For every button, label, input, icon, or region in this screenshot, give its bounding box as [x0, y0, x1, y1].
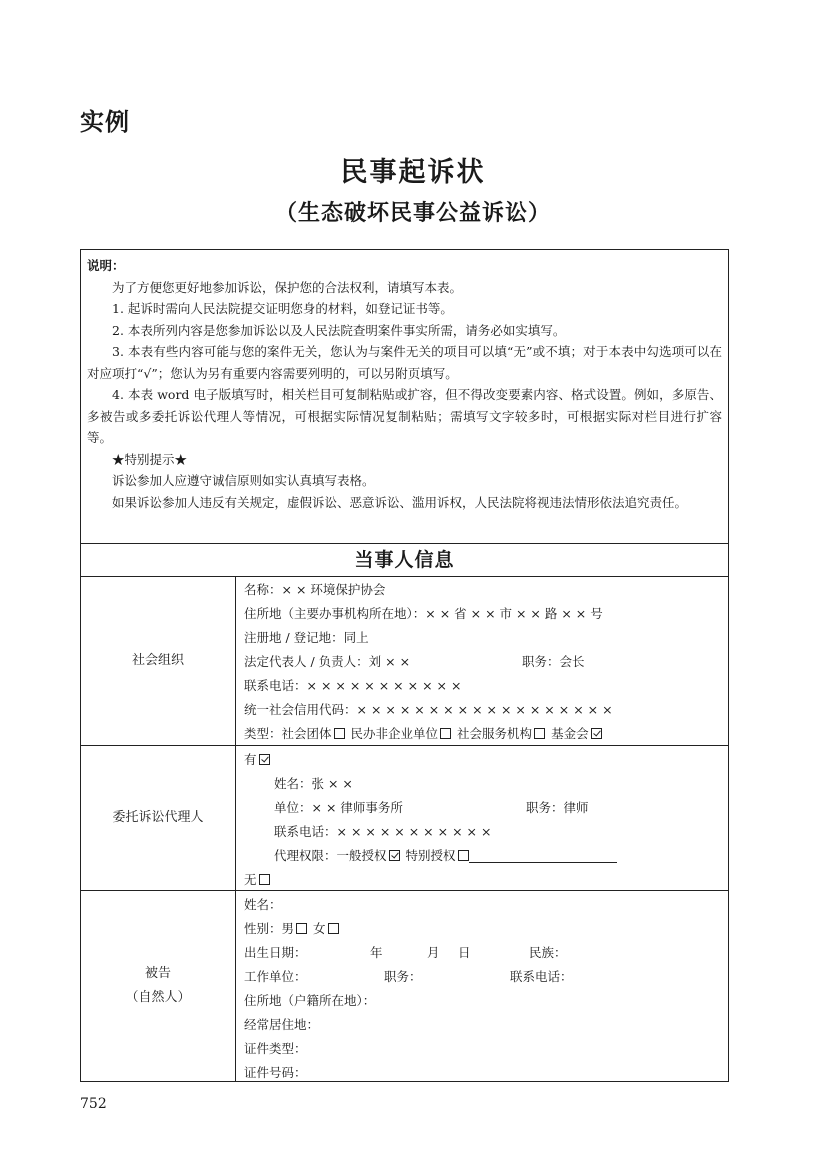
org-type-label: 类型： [244, 726, 282, 741]
social-organization-label-cell [81, 576, 236, 745]
org-registration-field[interactable]: 注册地 / 登记地：同上 [244, 630, 369, 645]
social-organization-label: 社会组织 [131, 652, 184, 668]
instruction-paragraph: 为了方便您更好地参加诉讼，保护您的合法权利，请填写本表。 [112, 279, 463, 295]
instruction-paragraph: 如果诉讼参加人违反有关规定，虚假诉讼、恶意诉讼、滥用诉权，人民法院将视违法情形依法追究责任。 [112, 494, 688, 510]
page-number: 752 [80, 1096, 107, 1112]
defendant-id-number-field[interactable]: 证件号码： [244, 1065, 307, 1080]
org-type-option-label: 社会服务机构 [457, 726, 533, 741]
section-heading: 实例 [80, 107, 130, 136]
instruction-paragraph: 3. 本表有些内容可能与您的案件无关，您认为与案件无关的项目可以填“无”或不填；对于本表中勾选项可以在对应项打“√”；您认为另有重要内容需要列明的，可以另附页填写。 [87, 344, 722, 381]
defendant-position-field[interactable]: 职务： [384, 969, 422, 984]
special-authority-blank[interactable] [469, 848, 617, 863]
instruction-paragraph: 4. 本表 word 电子版填写时，相关栏目可复制粘贴或扩容，但不得改变要素内容、格式设置。例如，多原告、多被告或多委托诉讼代理人等情况，可根据实际情况复制粘贴；需填写文字较多时，可根据实际对栏目进行扩容等。 [87, 387, 722, 445]
org-representative-field[interactable]: 法定代表人 / 负责人：刘 × × [244, 654, 411, 669]
agent-no-line [244, 868, 722, 892]
general-authority-label: 一般授权 [336, 848, 387, 863]
org-representative-line [244, 650, 722, 674]
agent-phone-field[interactable]: 联系电话：× × × × × × × × × × × [274, 824, 492, 839]
agent-label: 委托诉讼代理人 [112, 810, 204, 825]
org-type-checkbox[interactable] [334, 728, 345, 739]
agent-fields [244, 748, 722, 892]
org-credit-code-field[interactable]: 统一社会信用代码：× × × × × × × × × × × × × × × × × × [244, 702, 613, 717]
org-position-field[interactable]: 职务：会长 [522, 654, 585, 669]
birth-month-label: 月 [427, 945, 440, 960]
agent-yes-line [244, 748, 722, 772]
agent-org-line [244, 796, 722, 820]
agent-no-label: 无 [244, 872, 257, 887]
gender-female-label: 女 [313, 921, 326, 936]
org-name-field[interactable]: 名称：× × 环境保护协会 [244, 582, 386, 597]
org-type-option-label: 社会团体 [281, 726, 332, 741]
gender-male-label: 男 [281, 921, 295, 936]
defendant-birth-line [244, 941, 722, 965]
special-notice-title: ★特别提示★ [112, 451, 188, 467]
agent-no-checkbox[interactable] [259, 874, 270, 885]
defendant-employer-line [244, 965, 722, 989]
defendant-row [81, 891, 728, 1081]
agent-label-cell [81, 746, 236, 890]
org-type-option-label: 基金会 [551, 726, 589, 741]
agent-authority-line [244, 844, 722, 868]
org-type-checkbox[interactable] [440, 728, 451, 739]
defendant-id-type-field[interactable]: 证件类型： [244, 1041, 307, 1056]
document-title: 民事起诉状 [340, 157, 486, 188]
defendant-label: 被告 [144, 966, 171, 981]
defendant-gender-label: 性别： [244, 921, 282, 936]
gender-female-checkbox[interactable] [328, 923, 339, 934]
org-address-field[interactable]: 住所地（主要办事机构所在地）：× × 省 × × 市 × × 路 × × 号 [244, 606, 603, 621]
birth-day-label: 日 [458, 945, 471, 960]
defendant-label-cell [81, 891, 236, 1081]
defendant-ethnicity-field[interactable]: 民族： [529, 945, 567, 960]
instruction-paragraph: 诉讼参加人应遵守诚信原则如实认真填写表格。 [112, 473, 375, 488]
defendant-phone-field[interactable]: 联系电话： [510, 969, 573, 984]
agent-yes-label: 有 [244, 752, 257, 767]
agent-position-field[interactable]: 职务：律师 [526, 800, 589, 815]
document-subtitle: （生态破坏民事公益诉讼） [274, 200, 551, 226]
org-type-option-label: 民办非企业单位 [350, 726, 439, 741]
agent-row [81, 746, 728, 891]
org-phone-field[interactable]: 联系电话：× × × × × × × × × × × [244, 678, 462, 693]
instruction-paragraph: 1. 起诉时需向人民法院提交证明您身的材料，如登记证书等。 [112, 301, 453, 316]
defendant-residence-field[interactable]: 经常居住地： [244, 1017, 320, 1032]
org-type-checkbox[interactable] [534, 728, 545, 739]
social-organization-fields [244, 578, 722, 746]
complaint-form-table [80, 249, 729, 1082]
org-type-line [244, 722, 722, 746]
defendant-domicile-field[interactable]: 住所地（户籍所在地）： [244, 993, 376, 1008]
defendant-employer-field[interactable]: 工作单位： [244, 969, 307, 984]
instruction-paragraph: 2. 本表所列内容是您参加诉讼以及人民法院查明案件事实所需，请务必如实填写。 [112, 322, 566, 338]
defendant-name-field[interactable]: 姓名： [244, 897, 282, 912]
defendant-type-label: （自然人） [125, 990, 191, 1005]
instructions-panel [81, 250, 728, 544]
agent-yes-checkbox[interactable] [259, 754, 270, 765]
agent-name-field[interactable]: 姓名：张 × × [274, 776, 353, 791]
special-authority-checkbox[interactable] [458, 850, 469, 861]
defendant-gender-line [244, 917, 722, 941]
defendant-birth-label: 出生日期： [244, 945, 307, 960]
org-type-checkbox-checked[interactable] [591, 728, 602, 739]
agent-authority-label: 代理权限： [274, 848, 337, 863]
general-authority-checkbox[interactable] [389, 850, 400, 861]
birth-year-label: 年 [370, 945, 383, 960]
defendant-fields [244, 893, 722, 1085]
agent-org-field[interactable]: 单位：× × 律师事务所 [274, 800, 403, 815]
party-info-header: 当事人信息 [81, 544, 728, 577]
instructions-label: 说明： [87, 258, 125, 273]
social-organization-row [81, 576, 728, 746]
gender-male-checkbox[interactable] [296, 923, 307, 934]
special-authority-label: 特别授权 [405, 848, 456, 863]
